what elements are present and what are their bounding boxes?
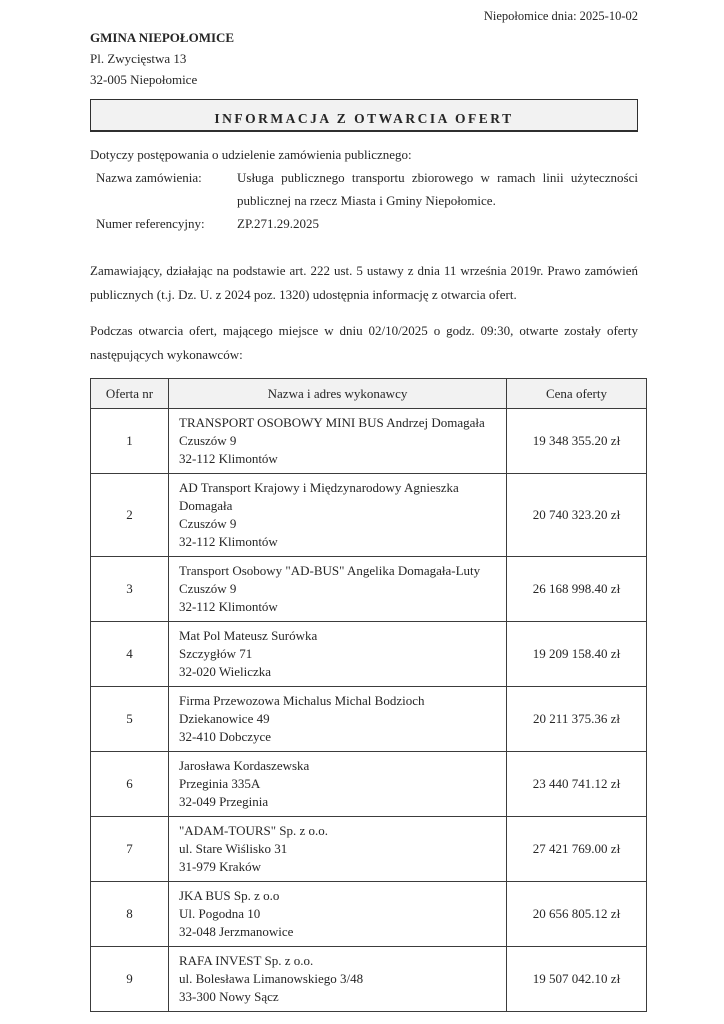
field-reference-number [90, 212, 638, 235]
offer-number-cell: 3 [91, 557, 169, 622]
price-cell: 20 740 323.20 zł [507, 474, 647, 557]
contractor-line: JKA BUS Sp. z o.o [179, 888, 280, 903]
contractor-line: 32-112 Klimontów [179, 451, 278, 466]
page-title: INFORMACJA Z OTWARCIA OFERT [214, 111, 514, 126]
offer-number-cell: 2 [91, 474, 169, 557]
column-header-contractor: Nazwa i adres wykonawcy [169, 379, 507, 409]
contractor-line: 33-300 Nowy Sącz [179, 989, 279, 1004]
price-cell: 20 656 805.12 zł [507, 882, 647, 947]
contractor-cell [169, 947, 507, 1012]
contractor-line: ul. Bolesława Limanowskiego 3/48 [179, 971, 364, 986]
contractor-cell [169, 409, 507, 474]
reference-number-value: ZP.271.29.2025 [237, 216, 319, 231]
column-header-price: Cena oferty [507, 379, 647, 409]
organization-address-line1: Pl. Zwycięstwa 13 [90, 51, 187, 66]
price-cell: 27 421 769.00 zł [507, 817, 647, 882]
contractor-line: 32-049 Przeginia [179, 794, 269, 809]
contractor-cell [169, 474, 507, 557]
contractor-line: 32-410 Dobczyce [179, 729, 272, 744]
organization-address-line2: 32-005 Niepołomice [90, 72, 198, 87]
order-name-label: Nazwa zamówienia: [96, 170, 202, 185]
contractor-line: AD Transport Krajowy i Międzynarodowy Agnieszka Domagała [179, 480, 459, 513]
contractor-line: 32-112 Klimontów [179, 599, 278, 614]
organization-name: GMINA NIEPOŁOMICE [90, 30, 235, 45]
table-row [91, 752, 647, 817]
table-row [91, 409, 647, 474]
table-row [91, 687, 647, 752]
contractor-cell [169, 817, 507, 882]
contractor-cell [169, 752, 507, 817]
contractor-line: Ul. Pogodna 10 [179, 906, 261, 921]
price-cell: 23 440 741.12 zł [507, 752, 647, 817]
contractor-cell [169, 687, 507, 752]
table-row [91, 882, 647, 947]
offers-table [90, 378, 647, 1012]
contractor-cell [169, 622, 507, 687]
contractor-line: Dziekanowice 49 [179, 711, 270, 726]
column-header-offer-number: Oferta nr [91, 379, 169, 409]
contractor-line: Jarosława Kordaszewska [179, 758, 310, 773]
price-cell: 19 348 355.20 zł [507, 409, 647, 474]
title-box [90, 99, 638, 132]
offer-number-cell: 8 [91, 882, 169, 947]
contractor-line: Czuszów 9 [179, 581, 237, 596]
offer-number-cell: 9 [91, 947, 169, 1012]
field-order-name [90, 166, 638, 212]
sender-block [90, 28, 638, 90]
opening-info-paragraph: Podczas otwarcia ofert, mającego miejsce w dniu 02/10/2025 o godz. 09:30, otwarte zostały oferty następujących wykonawców: [90, 323, 638, 362]
price-cell: 20 211 375.36 zł [507, 687, 647, 752]
contractor-line: 32-112 Klimontów [179, 534, 278, 549]
contractor-line: Czuszów 9 [179, 433, 237, 448]
intro-line: Dotyczy postępowania o udzielenie zamówienia publicznego: [90, 147, 412, 162]
table-row [91, 947, 647, 1012]
contractor-line: Firma Przewozowa Michalus Michal Bodzioch [179, 693, 425, 708]
price-cell: 19 209 158.40 zł [507, 622, 647, 687]
contractor-line: Przeginia 335A [179, 776, 261, 791]
contractor-line: Szczygłów 71 [179, 646, 253, 661]
contractor-line: Czuszów 9 [179, 516, 237, 531]
contractor-line: 32-020 Wieliczka [179, 664, 272, 679]
offer-number-cell: 7 [91, 817, 169, 882]
table-row [91, 557, 647, 622]
offer-number-cell: 5 [91, 687, 169, 752]
contractor-cell [169, 882, 507, 947]
table-header-row [91, 379, 647, 409]
contractor-line: RAFA INVEST Sp. z o.o. [179, 953, 314, 968]
contractor-line: Transport Osobowy "AD-BUS" Angelika Domagała-Luty [179, 563, 481, 578]
contractor-line: TRANSPORT OSOBOWY MINI BUS Andrzej Domagała [179, 415, 485, 430]
contractor-line: ul. Stare Wiślisko 31 [179, 841, 288, 856]
table-row [91, 622, 647, 687]
price-cell: 19 507 042.10 zł [507, 947, 647, 1012]
offer-number-cell: 6 [91, 752, 169, 817]
contractor-line: Mat Pol Mateusz Surówka [179, 628, 318, 643]
legal-basis-paragraph: Zamawiający, działając na podstawie art. 222 ust. 5 ustawy z dnia 11 września 2019r. Prawo zamówień publicznych (t.j. Dz. U. z 2024 poz. 1320) udostępnia informację z otwarcia ofert. [90, 263, 638, 302]
contractor-line: "ADAM-TOURS" Sp. z o.o. [179, 823, 329, 838]
price-cell: 26 168 998.40 zł [507, 557, 647, 622]
contractor-line: 32-048 Jerzmanowice [179, 924, 294, 939]
offer-number-cell: 1 [91, 409, 169, 474]
contractor-cell [169, 557, 507, 622]
contractor-line: 31-979 Kraków [179, 859, 261, 874]
document-date: Niepołomice dnia: 2025-10-02 [483, 9, 638, 23]
table-row [91, 474, 647, 557]
reference-number-label: Numer referencyjny: [96, 216, 205, 231]
table-row [91, 817, 647, 882]
offer-number-cell: 4 [91, 622, 169, 687]
order-name-value: Usługa publicznego transportu zbiorowego w ramach linii użyteczności publicznej na rzecz Miasta i Gminy Niepołomice. [237, 170, 638, 208]
